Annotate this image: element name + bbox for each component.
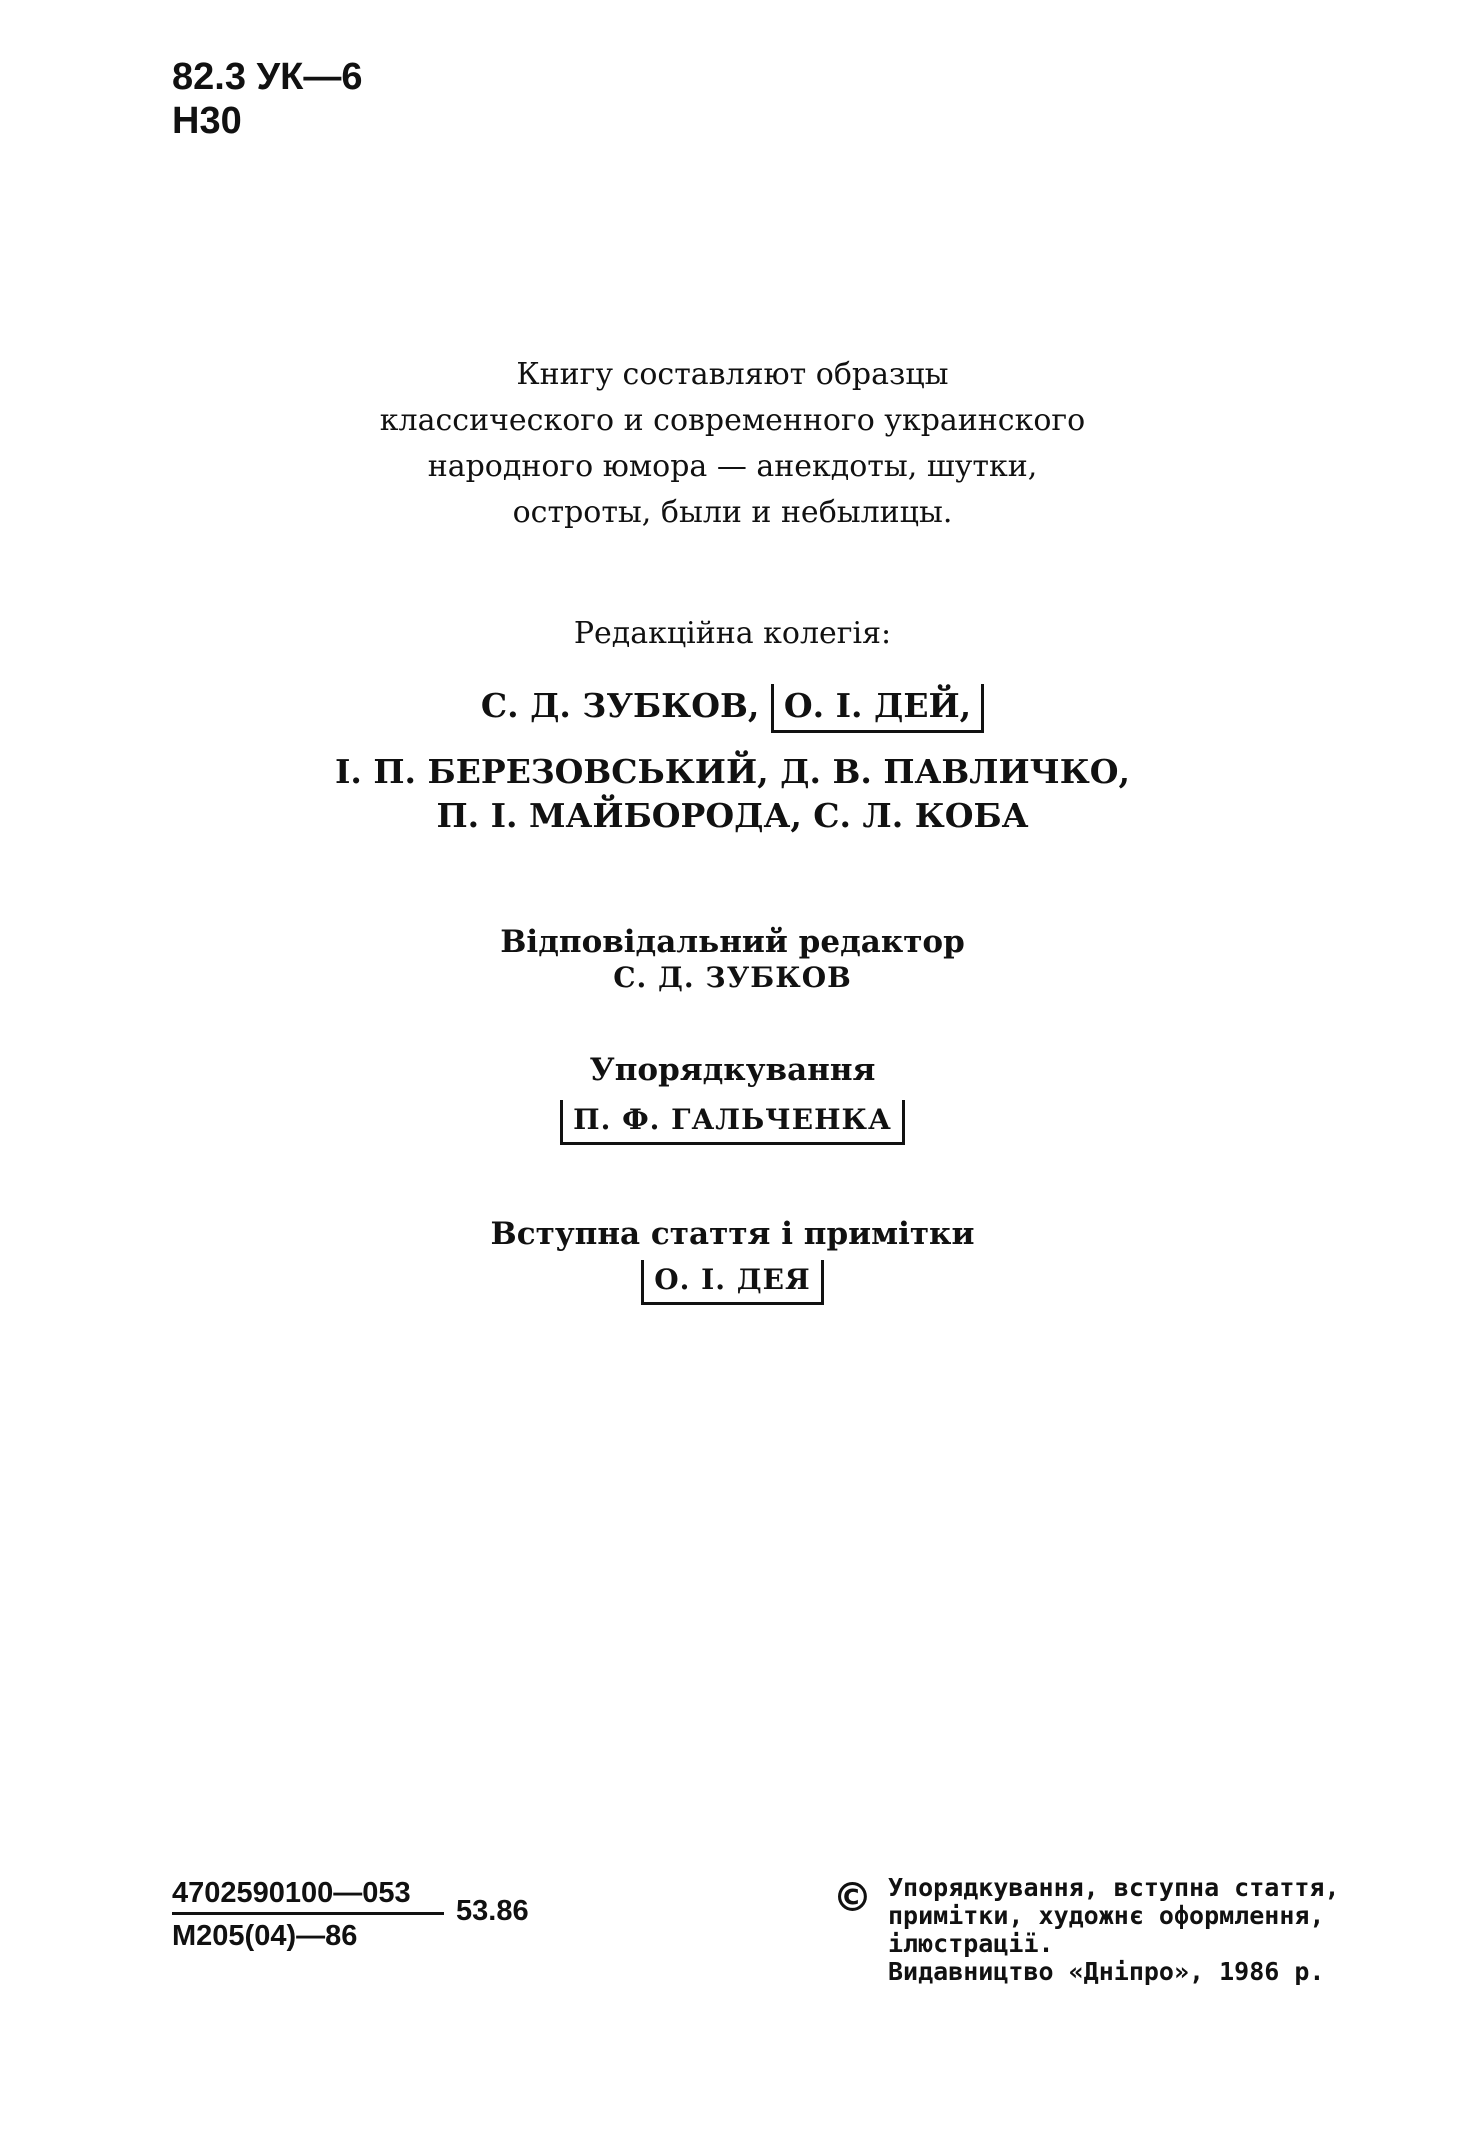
description-line: народного юмора — анекдоты, шутки, [427, 449, 1038, 484]
compiler-name-wrapper [0, 1100, 1465, 1145]
copyright-line: Видавництво «Дніпро», 1986 р. [888, 1957, 1325, 1986]
editorial-board-heading: Редакційна колегія: [573, 616, 892, 651]
udk-classification [172, 55, 362, 143]
responsible-editor-name: С. Д. ЗУБКОВ [613, 961, 852, 994]
copyright-line: примітки, художнє оформлення, [888, 1901, 1325, 1930]
intro-notes-name-wrapper [0, 1260, 1465, 1305]
index-date: 53.86 [456, 1895, 529, 1927]
copyright-text [888, 1874, 1398, 1986]
copyright-notice [838, 1870, 1398, 1986]
index-denominator: М205(04)—86 [172, 1920, 358, 1952]
intro-notes-name: О. І. ДЕЯ [641, 1260, 823, 1305]
editorial-board-line-2: І. П. БЕРЕЗОВСЬКИЙ, Д. В. ПАВЛИЧКО, [334, 752, 1131, 791]
publication-index [172, 1876, 529, 1953]
copyright-line: Упорядкування, вступна стаття, [888, 1873, 1340, 1902]
board-member-boxed: О. І. ДЕЙ, [771, 684, 984, 733]
copyright-icon: © [838, 1870, 867, 1926]
copyright-line: ілюстрації. [888, 1929, 1054, 1958]
description-line: классического и современного украинского [379, 403, 1086, 438]
index-numerator: 4702590100—053 [172, 1876, 444, 1915]
udk-code: 82.3 УК—6 [172, 56, 363, 98]
compiler-name: П. Ф. ГАЛЬЧЕНКА [560, 1100, 905, 1145]
board-member: С. Д. ЗУБКОВ, [480, 686, 760, 725]
author-mark: Н30 [172, 100, 242, 142]
intro-notes-title: Вступна стаття і примітки [490, 1216, 975, 1252]
editorial-board-line-1 [0, 684, 1465, 733]
book-description [0, 352, 1465, 536]
description-line: Книгу составляют образцы [516, 357, 949, 392]
compiler-title: Упорядкування [589, 1052, 876, 1088]
editorial-board-line-3: П. І. МАЙБОРОДА, С. Л. КОБА [436, 796, 1029, 835]
responsible-editor-title: Відповідальний редактор [500, 924, 965, 960]
description-line: остроты, были и небылицы. [512, 495, 953, 530]
